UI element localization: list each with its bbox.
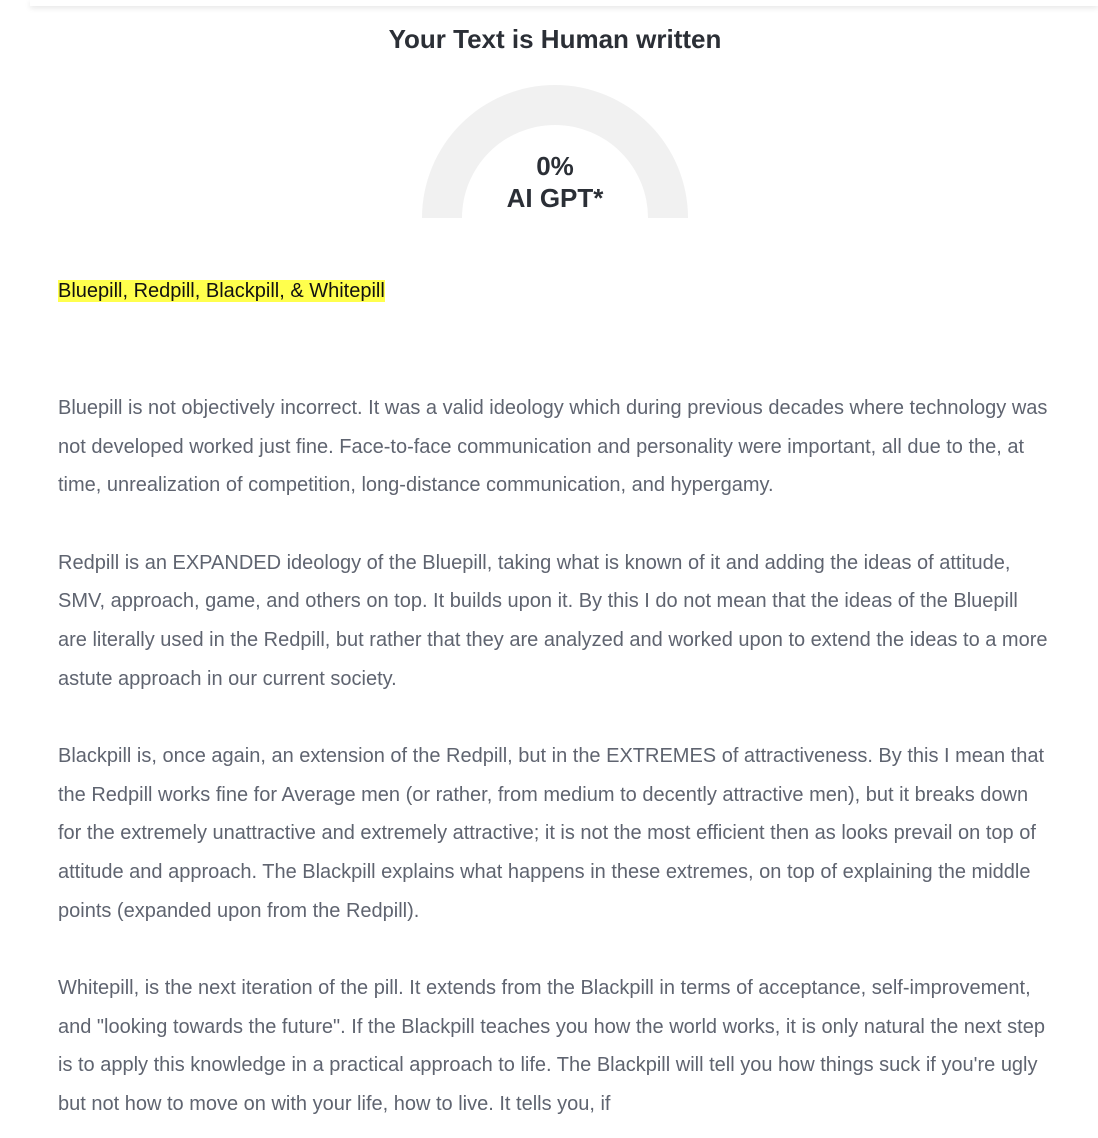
- paragraph-blackpill: Blackpill is, once again, an extension of the Redpill, but in the EXTREMES of attractiveness. By this I mean that the Redpill works fine for Average men (or rather, from medium to decently attractive men), but it breaks down for the extremely unattractive and extremely attractive; it is not the most efficient then as looks prevail on top of attitude and approach. The Blackpill explains what happens in these extremes, on top of explaining the middle points (expanded upon from the Redpill).: [58, 744, 1045, 922]
- highlighted-sentence: Bluepill, Redpill, Blackpill, & Whitepill: [58, 280, 385, 302]
- analyzed-text: [58, 272, 1052, 1124]
- paragraph-whitepill: Whitepill, is the next iteration of the pill. It extends from the Blackpill in terms of acceptance, self-improvement, and "looking towards the future". If the Blackpill teaches you how the world works, it is only natural the next step is to apply this knowledge in a practical approach to life. The Blackpill will tell you how things suck if you're ugly but not how to move on with your life, how to live. It tells you, if: [58, 976, 1045, 1116]
- highlighted-heading: [58, 272, 1052, 310]
- ai-percentage: 0%: [536, 151, 574, 181]
- paragraph-redpill: Redpill is an EXPANDED ideology of the Bluepill, taking what is known of it and adding the ideas of attitude, SMV, approach, game, and others on top. It builds upon it. By this I do not mean that the ideas of the Bluepill are literally used in the Redpill, but rather that they are analyzed and worked upon to extend the ideas to a more astute approach in our current society.: [58, 551, 1048, 690]
- result-title: Your Text is Human written: [388, 24, 722, 54]
- gauge-readout: [422, 150, 688, 214]
- paragraph-bluepill: Bluepill is not objectively incorrect. It was a valid ideology which during previous decades where technology was not developed worked just fine. Face-to-face communication and personality were important, all due to the, at time, unrealization of competition, long-distance communication, and hypergamy.: [58, 397, 1048, 497]
- ai-score-gauge: [422, 84, 688, 218]
- top-bar-shadow: [30, 0, 1098, 6]
- ai-gpt-label: AI GPT*: [506, 183, 604, 213]
